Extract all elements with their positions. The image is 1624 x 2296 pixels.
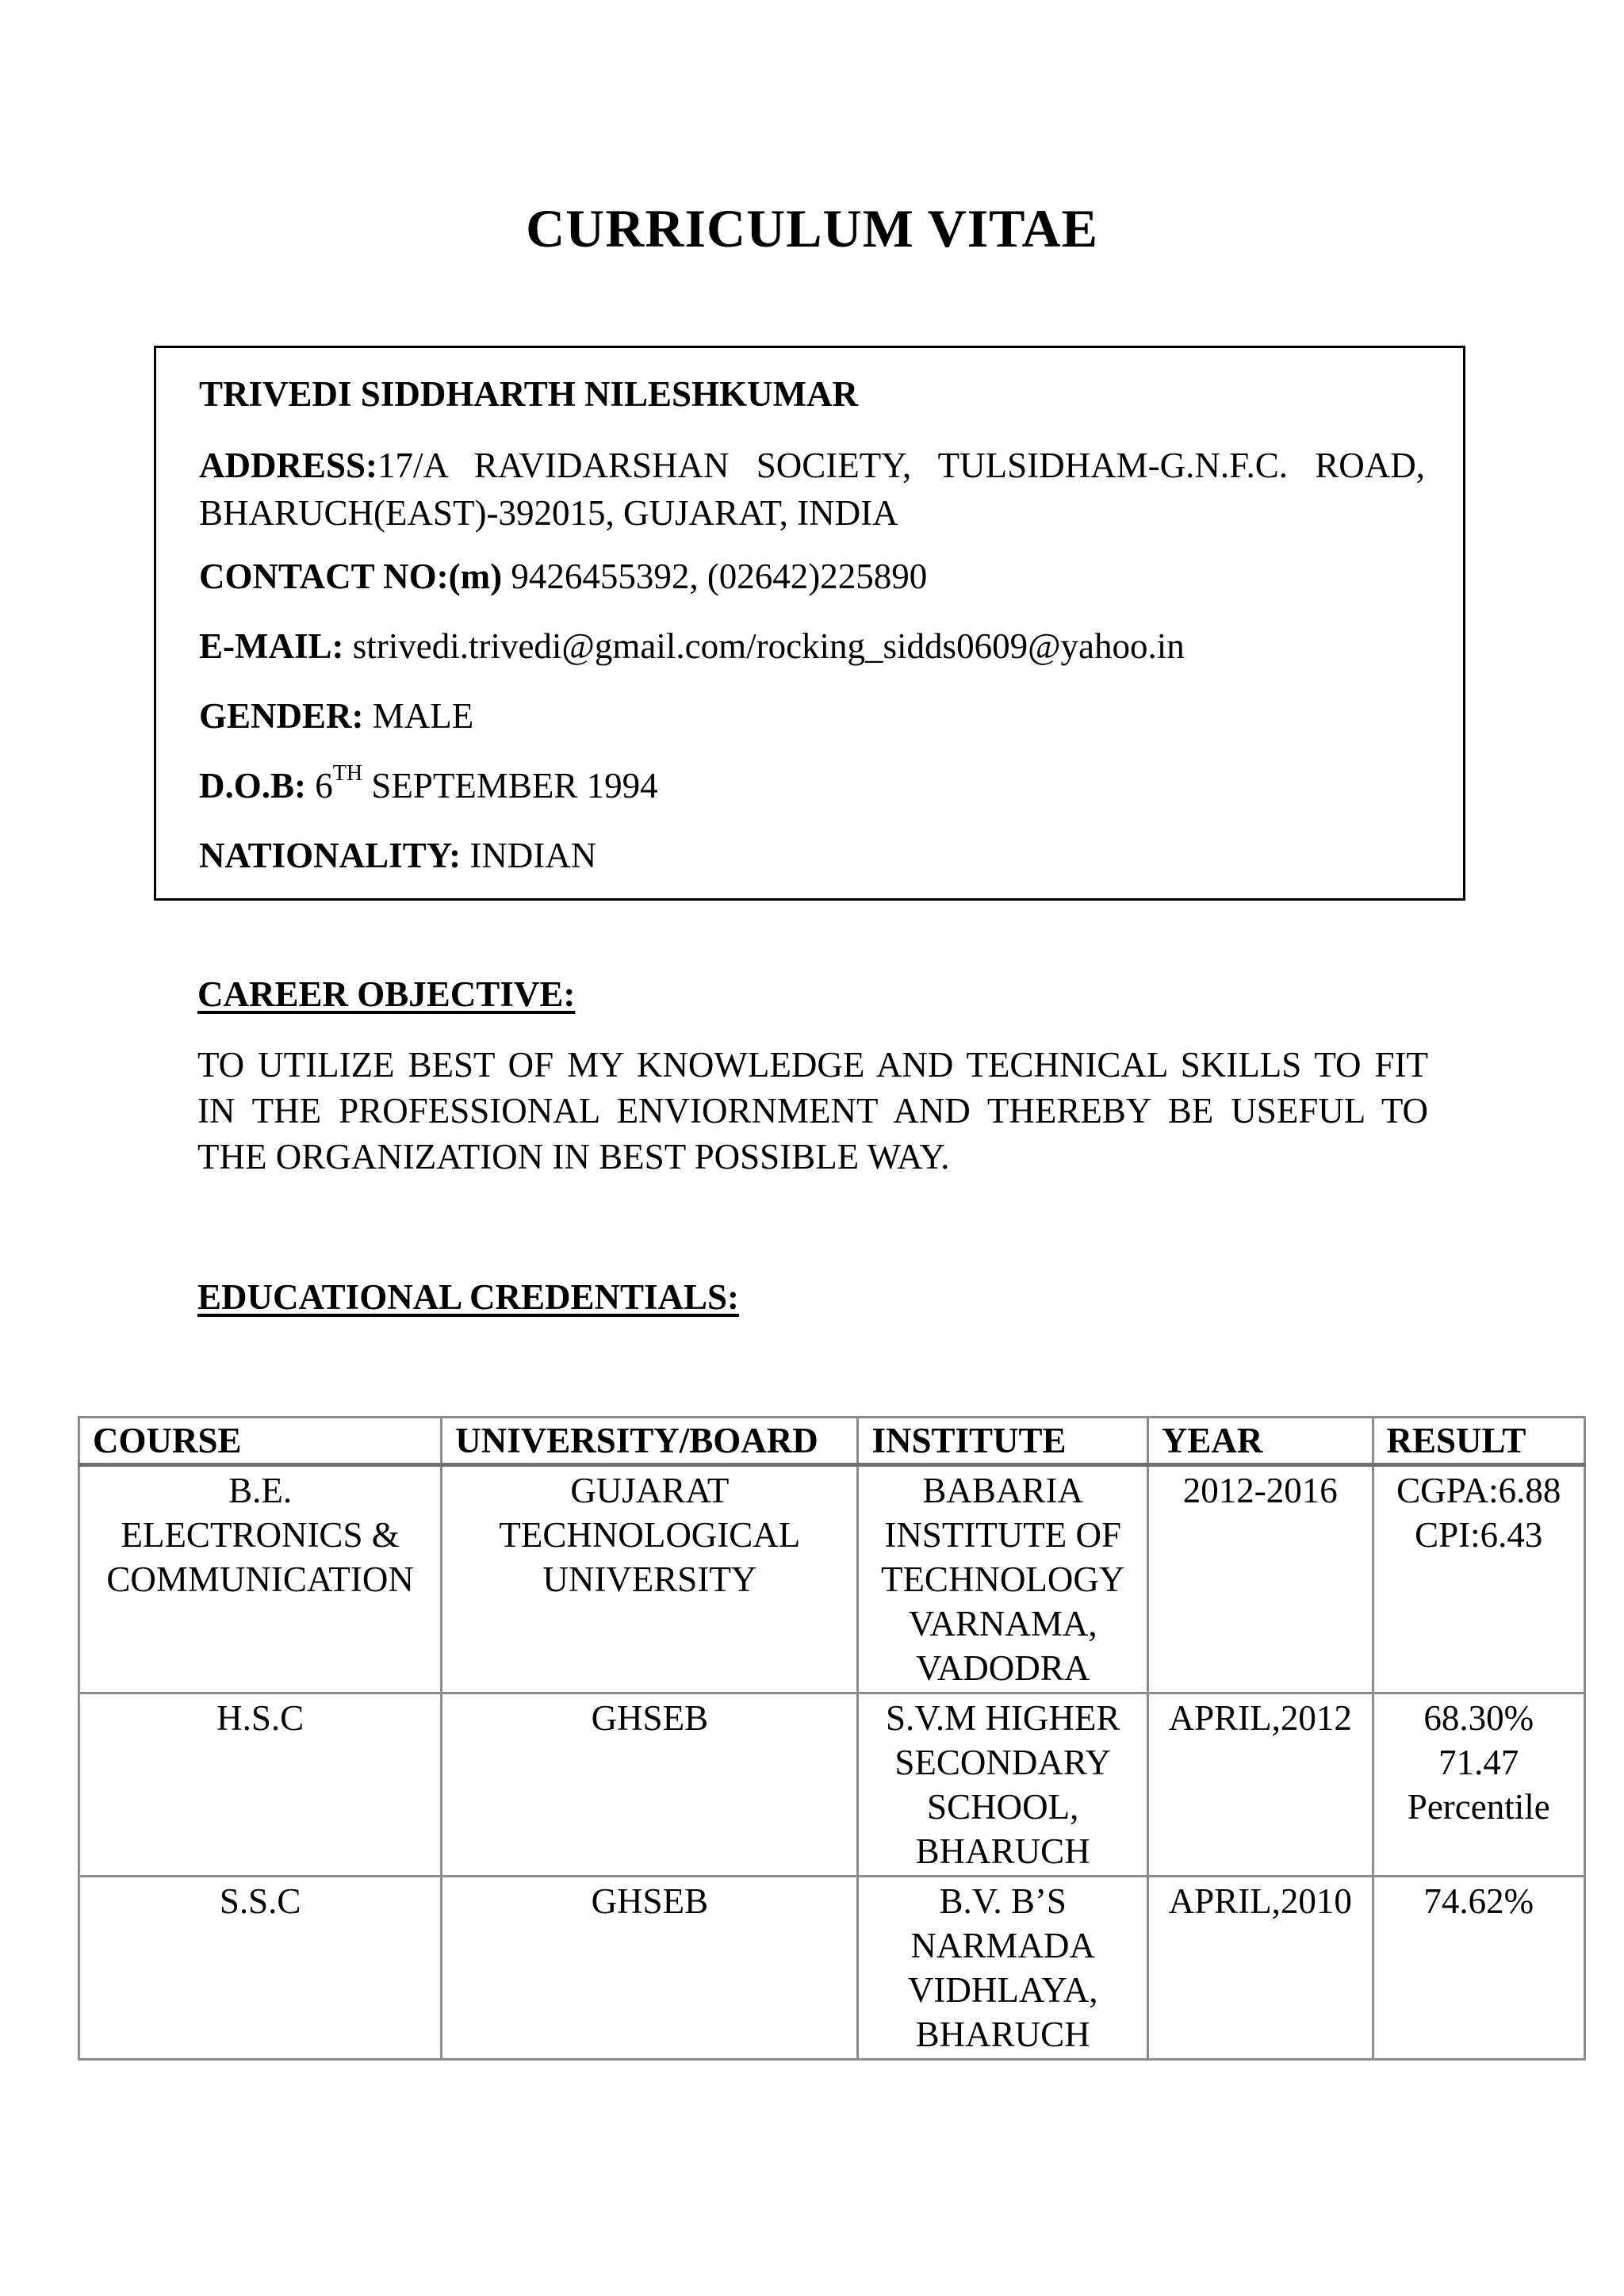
cell-line: GUJARAT [570,1471,730,1510]
cell-line: BABARIA [922,1471,1083,1510]
candidate-name [199,370,1425,418]
career-objective-heading: CAREER OBJECTIVE: [197,974,576,1014]
table-row [79,1877,1585,2060]
nationality-label: NATIONALITY: [199,836,462,875]
contact-label: CONTACT NO:(m) [199,557,503,596]
education-table-header-row [79,1418,1585,1465]
gender-field [199,692,1425,740]
column-header-course: COURSE [79,1418,442,1465]
dob-label: D.O.B: [199,766,306,806]
course-cell [79,1693,442,1877]
cell-line: 74.62% [1423,1881,1534,1921]
course-cell [79,1877,442,2060]
gender-value: MALE [363,696,474,736]
cell-line: APRIL,2010 [1168,1881,1352,1921]
contact-value: 9426455392, (02642)225890 [502,557,928,596]
cell-line: GHSEB [591,1881,709,1921]
cell-line: B.E. [228,1471,293,1510]
cell-line: VIDHLAYA, [907,1970,1098,2010]
cell-line: TECHNOLOGY [880,1559,1125,1599]
table-row [79,1465,1585,1693]
course-cell [79,1465,442,1693]
board-cell [442,1693,858,1877]
dob-day: 6 [306,766,333,806]
cell-line: SECONDARY [894,1743,1111,1782]
cell-line: B.V. B’S [939,1881,1067,1921]
cell-line: S.S.C [219,1881,301,1921]
result-cell [1373,1693,1584,1877]
email-value: strivedi.trivedi@gmail.com/rocking_sidds0609@yahoo.in [343,626,1185,666]
page-title: CURRICULUM VITAE [526,198,1098,258]
cell-line: UNIVERSITY [542,1559,757,1599]
career-objective-text: TO UTILIZE BEST OF MY KNOWLEDGE AND TECHNICAL SKILLS TO FIT IN THE PROFESSIONAL ENVIORNMENT AND THEREBY BE USEFUL TO THE ORGANIZATION IN BEST POSSIBLE WAY. [197,1045,1428,1177]
address-label: ADDRESS: [199,446,378,485]
year-cell [1147,1465,1373,1693]
column-header-university-board: UNIVERSITY/BOARD [442,1418,858,1465]
cell-line: BHARUCH [915,2015,1090,2054]
table-row [79,1693,1585,1877]
cell-line: TECHNOLOGICAL [499,1515,801,1555]
dob-suffix: TH [332,761,363,786]
cell-line: 2012-2016 [1182,1471,1338,1510]
personal-info-box [154,346,1465,901]
email-field [199,622,1425,670]
board-cell [442,1877,858,2060]
cell-line: H.S.C [216,1698,304,1738]
contact-field [199,553,1425,600]
cell-line: SCHOOL, [927,1787,1079,1827]
address-field [199,442,1425,537]
year-cell [1147,1877,1373,2060]
dob-rest: SEPTEMBER 1994 [362,766,658,806]
email-label: E-MAIL: [199,626,344,666]
dob-field [199,762,1425,809]
cell-line: CGPA:6.88 [1396,1471,1561,1510]
cell-line: Percentile [1407,1787,1550,1827]
address-value: 17/A RAVIDARSHAN SOCIETY, TULSIDHAM-G.N.F.C. ROAD, BHARUCH(EAST)-392015, GUJARAT, INDIA [199,446,1425,533]
result-cell [1373,1465,1584,1693]
institute-cell [858,1877,1147,2060]
nationality-field [199,832,1425,879]
cell-line: 68.30% [1423,1698,1534,1738]
cell-line: CPI:6.43 [1415,1515,1543,1555]
institute-cell [858,1693,1147,1877]
institute-cell [858,1465,1147,1693]
candidate-name-text: TRIVEDI SIDDHARTH NILESHKUMAR [199,374,859,414]
cell-line: VARNAMA, [908,1604,1097,1644]
board-cell [442,1465,858,1693]
gender-label: GENDER: [199,696,364,736]
cell-line: NARMADA [910,1926,1095,1965]
cell-line: COMMUNICATION [106,1559,414,1599]
cell-line: INSTITUTE OF [884,1515,1122,1555]
education-table [78,1416,1586,2061]
year-cell [1147,1693,1373,1877]
result-cell [1373,1877,1584,2060]
cell-line: VADODRA [916,1648,1090,1688]
cell-line: S.V.M HIGHER [885,1698,1120,1738]
education-heading: EDUCATIONAL CREDENTIALS: [197,1277,740,1317]
cell-line: BHARUCH [915,1831,1090,1871]
cell-line: ELECTRONICS & [121,1515,400,1555]
cell-line: GHSEB [591,1698,709,1738]
column-header-result: RESULT [1373,1418,1584,1465]
column-header-institute: INSTITUTE [858,1418,1147,1465]
cell-line: APRIL,2012 [1168,1698,1352,1738]
column-header-year: YEAR [1147,1418,1373,1465]
cell-line: 71.47 [1438,1743,1519,1782]
nationality-value: INDIAN [461,836,597,875]
